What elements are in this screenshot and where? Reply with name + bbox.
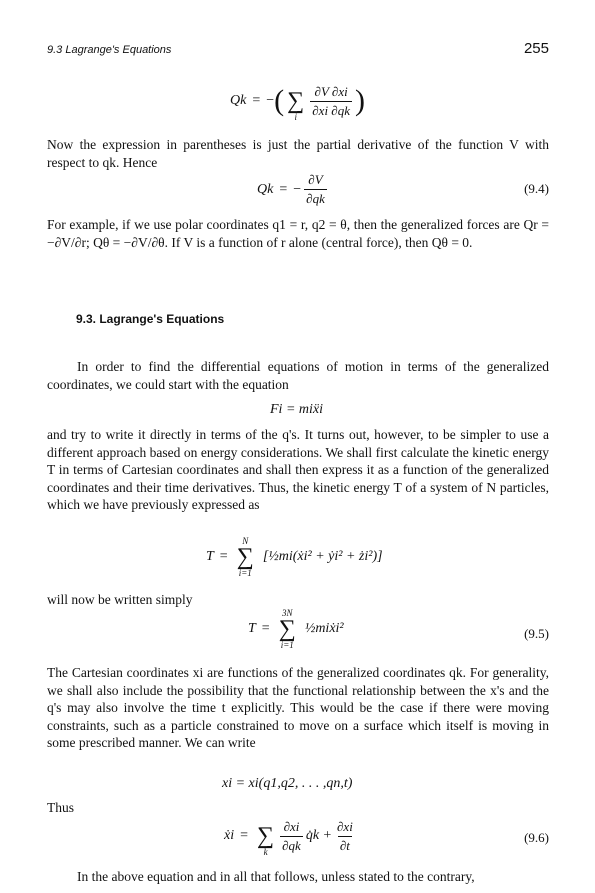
fraction-numerator: ∂V — [308, 172, 323, 187]
eq-lhs: Qk — [230, 93, 247, 108]
equation-qk-sum — [230, 80, 365, 122]
eq-lhs: T — [206, 549, 214, 564]
sum-symbol: ∑ k — [257, 823, 275, 857]
eq-body: [½mi(ẋi² + ẏi² + żi²)] — [262, 549, 383, 564]
eq-equals: = — [261, 621, 270, 636]
paragraph-6: In the above equation and in all that follows, unless stated to the contrary, — [77, 869, 475, 884]
sum-symbol: N ∑ i=1 — [236, 536, 254, 578]
eq-middle: q̇k + — [305, 828, 332, 843]
eq-equals: = — [279, 181, 288, 197]
sum-symbol: 3N ∑ i=1 — [278, 608, 296, 650]
sum-symbol: ∑ i — [287, 88, 305, 122]
running-header: 9.3 Lagrange's Equations — [47, 44, 172, 56]
page-number: 255 — [523, 40, 549, 57]
paragraph-1: Now the expression in parentheses is just the partial derivative of the function V with respect to qk. Hence — [47, 137, 549, 170]
sum-lower-limit: i=1 — [280, 640, 294, 650]
eq-lhs: T — [248, 621, 256, 636]
fraction-dx-dt — [335, 819, 355, 854]
paragraph-2: For example, if we use polar coordinates q1 = r, q2 = θ, then the generalized forces are Qr = −∂V/∂r; Qθ = −∂V/∂θ. If V is a function of r alone (central force), then Qθ = 0. — [47, 217, 549, 250]
fraction — [304, 172, 327, 207]
equation-9-4 — [257, 172, 330, 207]
eq-equals: = — [252, 93, 261, 108]
sum-upper-limit: N — [242, 536, 249, 546]
eq-minus: − — [293, 181, 302, 197]
equation-number-9-4: (9.4) — [524, 181, 549, 196]
sum-index: k — [263, 847, 268, 857]
fraction-dx-dq — [280, 819, 303, 854]
fraction-numerator: ∂V ∂xi — [314, 83, 348, 99]
equation-kinetic-energy-full — [206, 536, 383, 578]
equation-number-9-5: (9.5) — [524, 626, 549, 641]
sum-index: i — [294, 112, 297, 122]
fraction — [310, 84, 352, 119]
eq-lhs: ẋi — [224, 828, 235, 843]
paragraph-4: and try to write it directly in terms of the q's. It turns out, however, to be simpler to use a different approach based on energy considerations. We shall first calculate the kinetic energy T in terms of Cartesian coordinates and shall then express it as a function of the generalized coordinates and their time derivatives. Thus, the kinetic energy T of a system of N particles, which we have previously expressed as — [47, 427, 549, 512]
eq-lhs: Qk — [257, 181, 274, 197]
sum-upper-limit: 3N — [282, 608, 293, 618]
right-paren: ) — [355, 84, 365, 117]
fraction-numerator: ∂xi — [283, 818, 300, 834]
left-paren: ( — [274, 84, 285, 117]
equation-x-of-q: xi = xi(q1,q2, . . . ,qn,t) — [222, 776, 353, 791]
eq-body: ½miẋi² — [304, 621, 344, 636]
text-thus: Thus — [47, 800, 74, 815]
eq-equals: = — [240, 828, 249, 843]
fraction-denominator: ∂qk — [282, 837, 301, 853]
fraction-denominator: ∂t — [339, 837, 350, 853]
equation-number-9-6: (9.6) — [524, 830, 549, 845]
equation-9-5 — [248, 608, 344, 650]
section-heading: 9.3. Lagrange's Equations — [76, 312, 225, 326]
sum-lower-limit: i=1 — [238, 568, 252, 578]
paragraph-3: In order to find the differential equations of motion in terms of the generalized coordinates, we could start with the equation — [47, 359, 549, 392]
eq-minus: − — [266, 93, 275, 108]
equation-9-6 — [224, 815, 358, 857]
fraction-denominator: ∂xi ∂qk — [312, 102, 350, 118]
eq-equals: = — [219, 549, 228, 564]
text-will-now-be-written: will now be written simply — [47, 592, 193, 607]
fraction-numerator: ∂xi — [337, 818, 353, 834]
fraction-denominator: ∂qk — [306, 191, 325, 206]
paragraph-5: The Cartesian coordinates xi are functions of the generalized coordinates qk. For generality, we shall also include the possibility that the functional relationship between the x's and the q's may also involve the time t explicitly. This would be the case if there were moving constraints, such as a particle constrained to move on a surface which itself is moving in some prescribed manner. We can write — [47, 665, 549, 750]
equation-newton: Fi = miẍi — [270, 402, 323, 417]
